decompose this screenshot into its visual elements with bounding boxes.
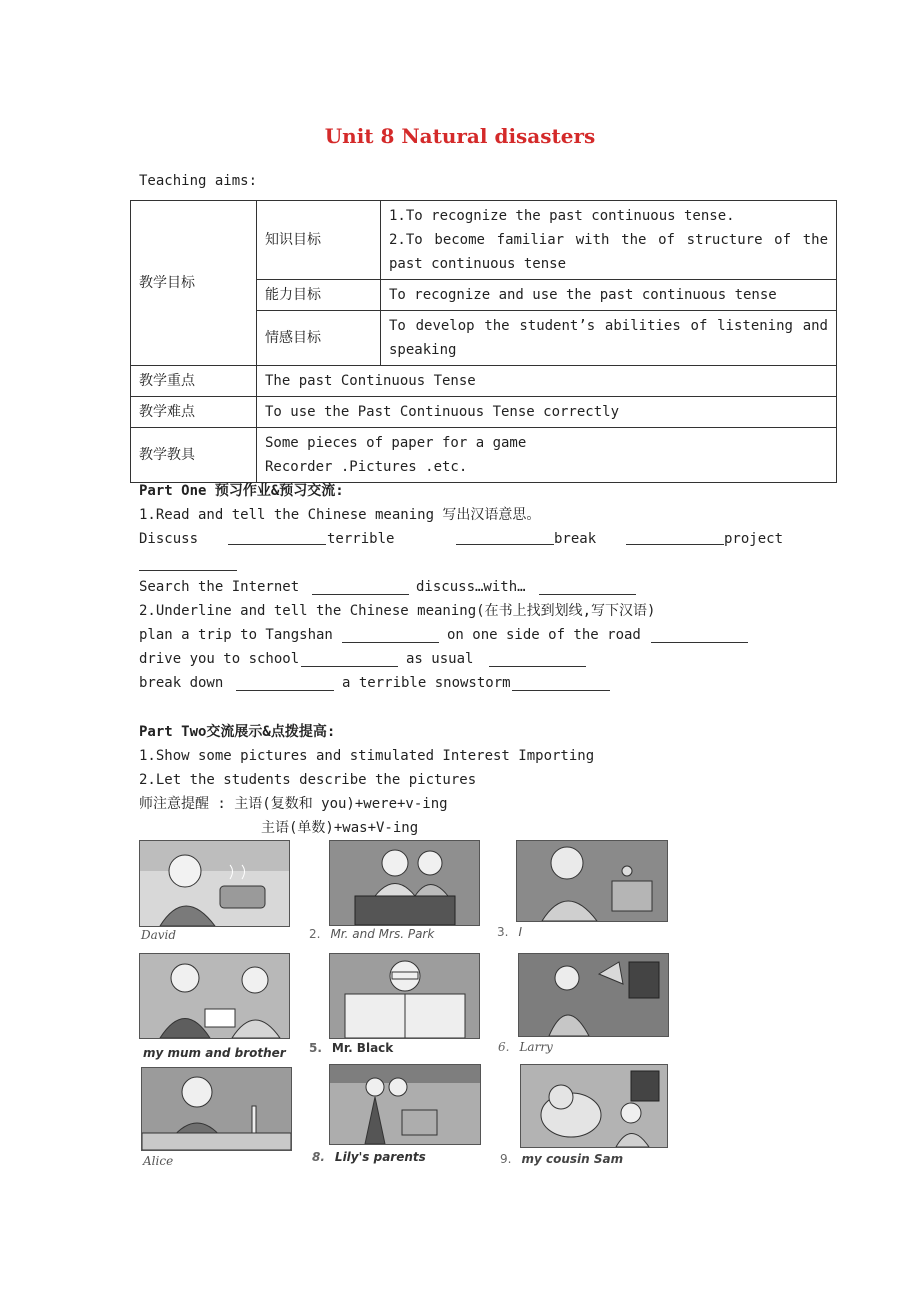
blank-line[interactable] xyxy=(626,544,724,545)
caption-number: 6. xyxy=(498,1040,510,1054)
caption-5 xyxy=(309,1041,393,1055)
blank-line[interactable] xyxy=(228,544,326,545)
blank-line[interactable] xyxy=(539,594,636,595)
blank-line[interactable] xyxy=(456,544,554,545)
part-one-heading: Part One 预习作业&预习交流: xyxy=(139,483,344,499)
caption-text: David xyxy=(141,928,177,942)
caption-number: 5. xyxy=(309,1041,322,1055)
couple-shopping-illustration xyxy=(330,1065,480,1144)
goals-label: 教学目标 xyxy=(131,201,257,366)
woman-eating-illustration xyxy=(142,1068,291,1150)
blank-line[interactable] xyxy=(342,642,439,643)
boy-with-lamp-illustration xyxy=(519,954,668,1036)
teaching-aims-table xyxy=(130,200,837,483)
caption-7 xyxy=(143,1154,173,1168)
blank-line[interactable] xyxy=(312,594,409,595)
picture-mr-black xyxy=(329,953,480,1039)
tools-item-1: Some pieces of paper for a game xyxy=(265,435,527,451)
page-title: Unit 8 Natural disasters xyxy=(324,124,596,148)
word-project: project xyxy=(724,531,784,547)
phrase: break down xyxy=(139,675,224,691)
picture-larry xyxy=(518,953,669,1037)
caption-9 xyxy=(500,1152,623,1166)
picture-alice xyxy=(141,1067,292,1151)
caption-8 xyxy=(312,1150,426,1164)
caption-text: Alice xyxy=(143,1154,174,1168)
emotion-text: To develop the student’s abilities of listening and speaking xyxy=(381,311,837,366)
blank-line[interactable] xyxy=(512,690,610,691)
knowledge-label: 知识目标 xyxy=(257,201,381,280)
phrase: on one side of the road xyxy=(447,627,641,643)
part-one-item-1: 1.Read and tell the Chinese meaning 写出汉语意思。 xyxy=(139,507,541,523)
blank-line[interactable] xyxy=(236,690,334,691)
tools-label: 教学教具 xyxy=(131,428,257,483)
caption-1 xyxy=(141,928,176,942)
ability-label: 能力目标 xyxy=(257,280,381,311)
emotion-label: 情感目标 xyxy=(257,311,381,366)
part-two-item-1: 1.Show some pictures and stimulated Interest Importing xyxy=(139,748,595,764)
word-discuss-with: discuss…with… xyxy=(416,579,526,595)
difficulty-text: To use the Past Continuous Tense correctly xyxy=(257,397,837,428)
blank-line[interactable] xyxy=(489,666,586,667)
caption-text: Mr. and Mrs. Park xyxy=(330,927,435,941)
caption-text: Lily's parents xyxy=(334,1150,426,1164)
part-one-item-2: 2.Underline and tell the Chinese meaning(在书上找到划线,写下汉语) xyxy=(139,603,656,619)
tools-text xyxy=(257,428,837,483)
picture-lilys-parents xyxy=(329,1064,481,1145)
picture-mum-brother xyxy=(139,953,290,1039)
difficulty-label: 教学难点 xyxy=(131,397,257,428)
caption-text: Mr. Black xyxy=(331,1041,394,1055)
part-two-heading: Part Two交流展示&点拨提高: xyxy=(139,724,336,740)
key-label: 教学重点 xyxy=(131,366,257,397)
teaching-aims-label: Teaching aims: xyxy=(139,173,258,189)
girl-washing-hair-illustration xyxy=(517,841,667,921)
couple-watching-tv-illustration xyxy=(330,841,479,925)
caption-2 xyxy=(309,927,434,941)
phrase: plan a trip to Tangshan xyxy=(139,627,333,643)
caption-3 xyxy=(497,925,522,939)
caption-number: 8. xyxy=(312,1150,325,1164)
man-reading-newspaper-illustration xyxy=(330,954,479,1038)
word-search-internet: Search the Internet xyxy=(139,579,300,595)
phrase: as usual xyxy=(406,651,474,667)
caption-number: 9. xyxy=(500,1152,512,1166)
phrase: drive you to school xyxy=(139,651,300,667)
blank-line[interactable] xyxy=(301,666,398,667)
mother-and-son-reading-illustration xyxy=(140,954,289,1038)
grammar-note-singular: 主语(单数)+was+V-ing xyxy=(261,820,419,836)
blank-line[interactable] xyxy=(139,570,237,571)
person-cooking-illustration xyxy=(140,841,289,926)
caption-text: Larry xyxy=(519,1040,553,1054)
ability-text: To recognize and use the past continuous tense xyxy=(381,280,837,311)
caption-text: my mum and brother xyxy=(143,1046,286,1060)
grammar-note-plural: 师注意提醒 : 主语(复数和 you)+were+v-ing xyxy=(139,796,448,812)
key-text: The past Continuous Tense xyxy=(257,366,837,397)
knowledge-item-1: 1.To recognize the past continuous tense. xyxy=(389,208,735,224)
picture-cousin-sam xyxy=(520,1064,668,1148)
caption-4 xyxy=(143,1046,286,1060)
knowledge-item-2: 2.To become familiar with the of structure of the past continuous tense xyxy=(389,232,828,272)
part-two-item-2: 2.Let the students describe the pictures xyxy=(139,772,477,788)
caption-text: I xyxy=(518,925,522,939)
picture-i xyxy=(516,840,668,922)
phrase: a terrible snowstorm xyxy=(342,675,511,691)
word-terrible: terrible xyxy=(327,531,395,547)
caption-number: 2. xyxy=(309,927,321,941)
picture-david xyxy=(139,840,290,927)
caption-number: 3. xyxy=(497,925,509,939)
tools-item-2: Recorder .Pictures .etc. xyxy=(265,459,468,475)
caption-6 xyxy=(498,1040,553,1054)
knowledge-text xyxy=(381,201,837,280)
boy-feeding-dog-illustration xyxy=(521,1065,667,1147)
picture-park xyxy=(329,840,480,926)
caption-text: my cousin Sam xyxy=(521,1152,624,1166)
word-discuss: Discuss xyxy=(139,531,199,547)
word-break: break xyxy=(554,531,597,547)
blank-line[interactable] xyxy=(651,642,748,643)
